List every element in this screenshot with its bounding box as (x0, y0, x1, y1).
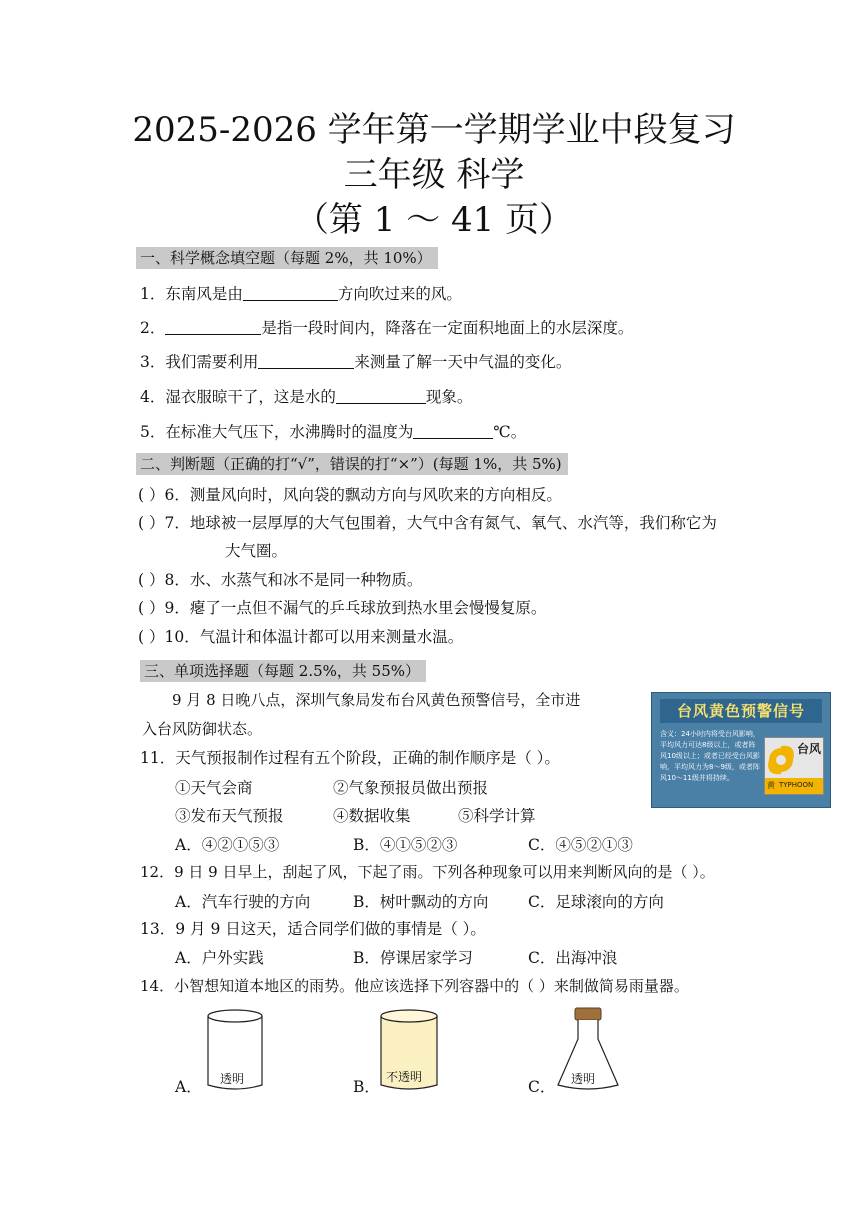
q11-option-c[interactable]: C．④⑤②①③ (528, 836, 633, 854)
q4-blank[interactable] (336, 387, 426, 404)
q11-option-a[interactable]: A．④②①⑤③ (175, 836, 280, 854)
typhoon-banner: 台风黄色预警信号 (660, 699, 822, 723)
typhoon-warning-image (651, 692, 831, 808)
typhoon-description: 含义：24小时内将受台风影响，平均风力可达8级以上，或者阵风10级以上；或者已经受台风影响，平均风力为8～9级，或者阵风10～11级并将持续。 (660, 730, 760, 782)
q2-text-before: 2． (140, 319, 166, 337)
question-11: 11．天气预报制作过程有五个阶段，正确的制作顺序是（ ）。 (140, 749, 560, 767)
cup-b-label: 不透明 (386, 1070, 423, 1084)
q12-option-a[interactable]: A．汽车行驶的方向 (175, 893, 311, 911)
q11-option-b[interactable]: B．④①⑤②③ (353, 836, 458, 854)
q14-option-b[interactable]: B． (353, 1078, 380, 1096)
q14-option-c[interactable]: C． (528, 1078, 556, 1096)
title-line-1: 2025-2026 学年第一学期学业中段复习 (132, 110, 736, 150)
q11-step-1: ①天气会商 (175, 779, 253, 797)
question-13: 13．9 月 9 日这天，适合同学们做的事情是（ ）。 (140, 920, 486, 938)
question-14: 14．小智想知道本地区的雨势。他应该选择下列容器中的（ ）来制做简易雨量器。 (140, 977, 689, 995)
cup-c-label: 透明 (571, 1072, 596, 1086)
q14-option-a[interactable]: A． (175, 1078, 202, 1096)
scenario-line-1: 9 月 8 日晚八点，深圳气象局发布台风黄色预警信号，全市进 (172, 691, 581, 709)
scenario-line-2: 入台风防御状态。 (142, 720, 263, 738)
question-8: ( ）8．水、水蒸气和冰不是同一种物质。 (138, 571, 423, 589)
q12-option-b[interactable]: B．树叶飘动的方向 (353, 893, 489, 911)
question-6: ( ）6．测量风向时，风向袋的飘动方向与风吹来的方向相反。 (138, 486, 562, 504)
question-4 (140, 386, 472, 408)
q3-blank[interactable] (258, 352, 354, 369)
q11-step-5: ⑤科学计算 (458, 807, 536, 825)
q11-step-4: ④数据收集 (333, 807, 411, 825)
q5-blank[interactable] (413, 422, 493, 439)
question-5 (140, 421, 526, 443)
q13-option-c[interactable]: C．出海冲浪 (528, 949, 618, 967)
section-1-heading: 一、科学概念填空题（每题 2%，共 10%） (136, 247, 438, 269)
q2-text-after: 是指一段时间内，降落在一定面积地面上的水层深度。 (261, 319, 634, 337)
question-9: ( ）9．瘪了一点但不漏气的乒乓球放到热水里会慢慢复原。 (138, 599, 547, 617)
q4-text-before: 4．湿衣服晾干了，这是水的 (140, 388, 336, 406)
q1-blank[interactable] (243, 284, 338, 301)
q2-blank[interactable] (165, 318, 261, 335)
question-3 (140, 351, 571, 373)
q3-text-after: 来测量了解一天中气温的变化。 (354, 353, 572, 371)
cup-a-label: 透明 (220, 1072, 245, 1086)
question-7: ( ）7．地球被一层厚厚的大气包围着，大气中含有氮气、氧气、水汽等，我们称它为 (138, 514, 717, 532)
q1-text-before: 1．东南风是由 (140, 285, 243, 303)
section-2-heading: 二、判断题（正确的打“√”，错误的打“×”）(每题 1%，共 5%) (136, 453, 568, 475)
q1-text-after: 方向吹过来的风。 (337, 285, 462, 303)
q5-text-before: 5．在标准大气压下，水沸腾时的温度为 (140, 423, 414, 441)
q4-text-after: 现象。 (425, 388, 473, 406)
question-1 (140, 283, 462, 305)
q3-text-before: 3．我们需要利用 (140, 353, 259, 371)
question-12: 12．9 日 9 日早上，刮起了风，下起了雨。下列各种现象可以用来判断风向的是（ ）。 (140, 863, 715, 881)
q13-option-a[interactable]: A．户外实践 (175, 949, 264, 967)
section-3-heading: 三、单项选择题（每题 2.5%，共 55%） (140, 660, 426, 682)
q11-step-2: ②气象预报员做出预报 (333, 779, 489, 797)
typhoon-sign-color-word: 黄 (767, 781, 775, 790)
q12-option-c[interactable]: C．足球滚向的方向 (528, 893, 664, 911)
question-7-continued: 大气圈。 (225, 542, 288, 560)
typhoon-sign-english: TYPHOON (779, 781, 814, 789)
q13-option-b[interactable]: B．停课居家学习 (353, 949, 473, 967)
question-10: ( ）10．气温计和体温计都可以用来测量水温。 (138, 628, 464, 646)
title-line-2: 三年级 科学 (343, 155, 525, 195)
question-2 (140, 317, 633, 339)
typhoon-signal-icon (764, 737, 824, 795)
q5-text-after: ℃。 (493, 423, 527, 441)
typhoon-sign-chinese: 台风 (797, 742, 822, 756)
title-line-3: （第 1 ～ 41 页） (294, 200, 574, 240)
q11-step-3: ③发布天气预报 (175, 807, 284, 825)
